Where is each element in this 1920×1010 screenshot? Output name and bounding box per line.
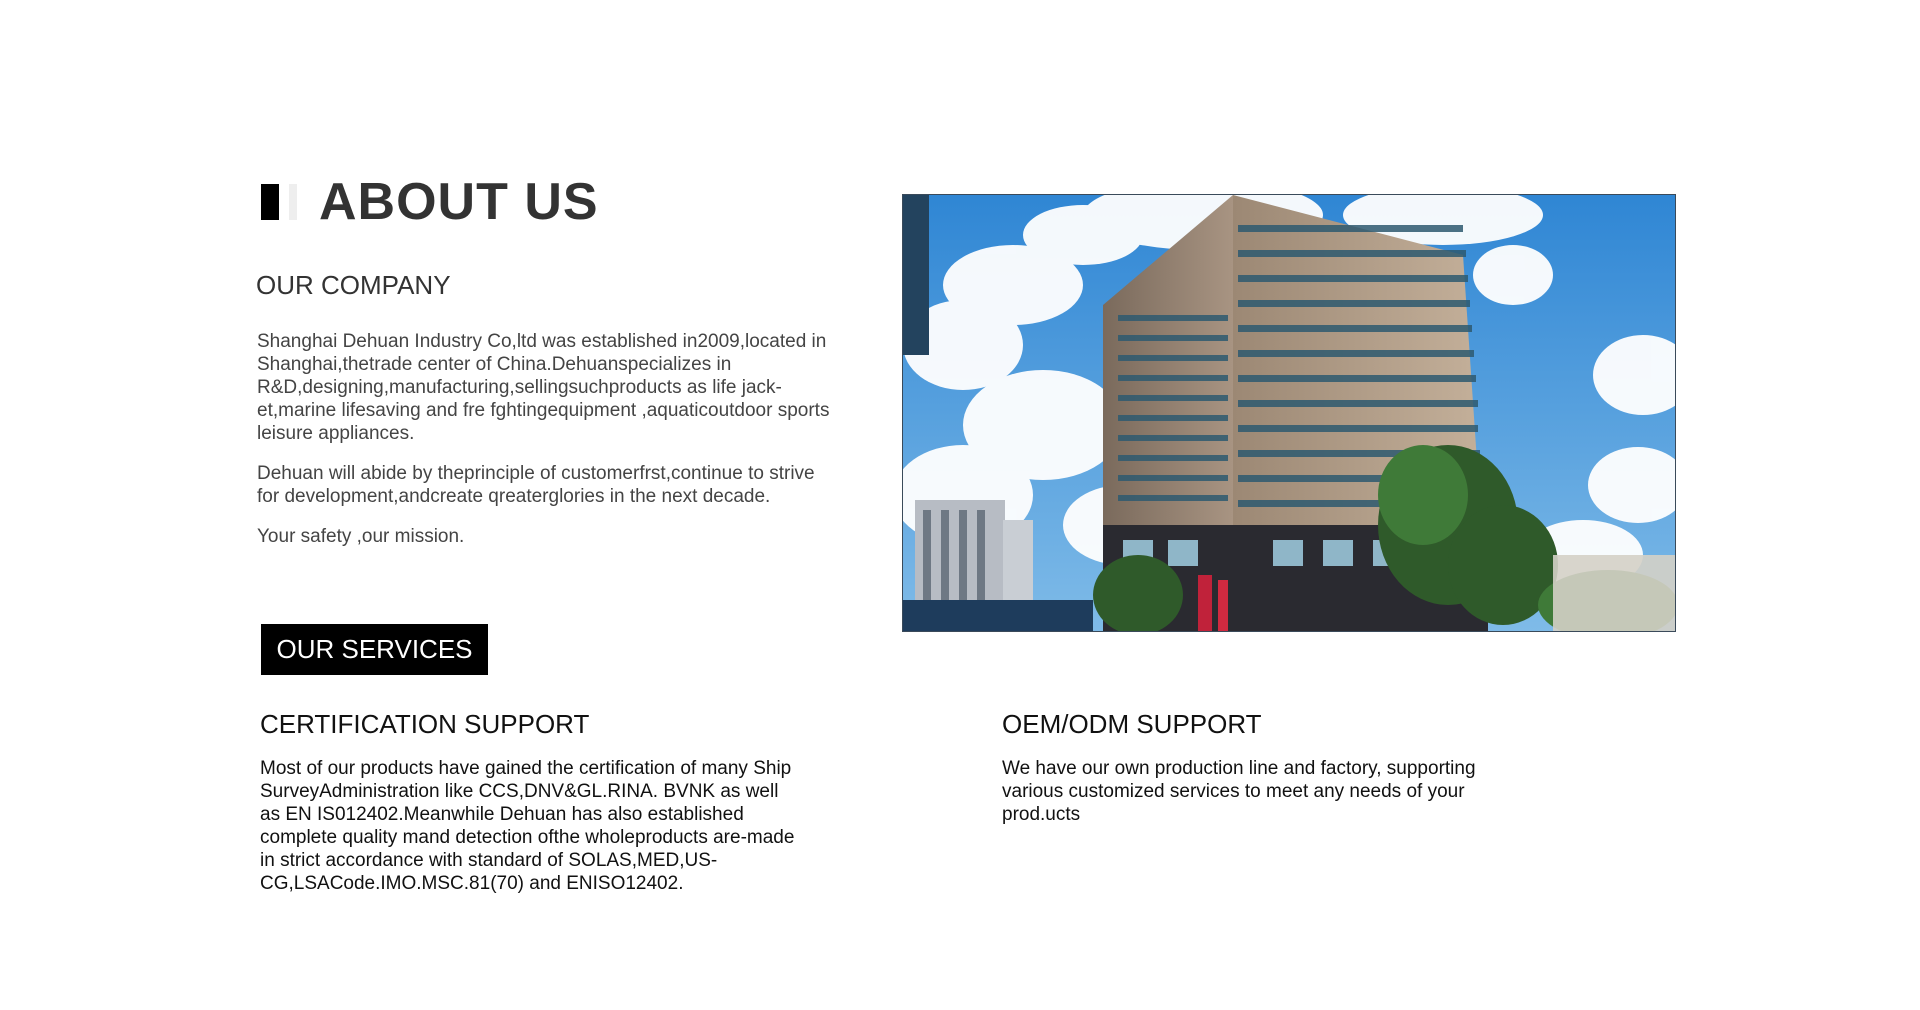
company-paragraph-3: Your safety ,our mission.	[257, 526, 465, 547]
company-paragraph-1: Shanghai Dehuan Industry Co,ltd was established in2009,located in Shanghai,thetrade center of China.Dehuanspecializes in R&D,designing,manufacturing,sellingsuchproducts as life jack-et,marine lifesaving and fre fghtingequipment ,aquaticoutdoor sports leisure appliances.	[257, 331, 830, 444]
company-paragraph-2: Dehuan will abide by theprinciple of customerfrst,continue to strive for development,andcreate qreaterglories in the next decade.	[257, 463, 815, 507]
certification-support-heading: CERTIFICATION SUPPORT	[260, 709, 590, 739]
oem-odm-support-body: We have our own production line and factory, supporting various customized services to meet any needs of your prod.ucts	[1002, 758, 1476, 825]
company-building-photo	[902, 194, 1676, 632]
company-heading: OUR COMPANY	[256, 270, 451, 300]
certification-support-body: Most of our products have gained the certification of many Ship SurveyAdministration like CCS,DNV&GL.RINA. BVNK as well as EN IS012402.Meanwhile Dehuan has also established complete quality mand detection ofthe wholeproducts are-made in strict accordance with standard of SOLAS,MED,US-CG,LSACode.IMO.MSC.81(70) and ENISO12402.	[260, 758, 795, 894]
title-accent-shadow	[289, 184, 297, 220]
page-title: ABOUT US	[319, 173, 599, 231]
oem-odm-support-heading: OEM/ODM SUPPORT	[1002, 709, 1262, 739]
company-description	[257, 330, 837, 565]
our-services-button[interactable]: OUR SERVICES	[261, 624, 488, 675]
about-title-row	[261, 172, 599, 232]
building-illustration	[903, 195, 1675, 631]
title-accent-bar	[261, 184, 279, 220]
